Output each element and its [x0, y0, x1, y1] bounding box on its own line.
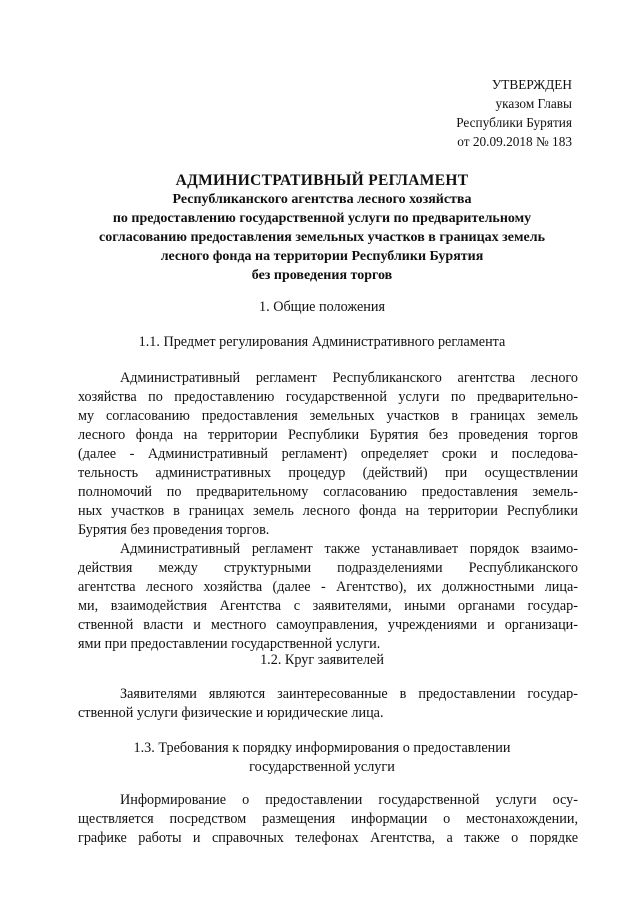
title-line: Республиканского агентства лесного хозяйства	[172, 192, 472, 207]
section-heading-line: государственной услуги	[249, 759, 395, 775]
paragraph-line: ственной власти и местного самоуправления, учреждениями и организаци-	[78, 617, 578, 633]
paragraph-line: Заявителями являются заинтересованные в предоставлении государ-	[120, 686, 578, 702]
title-line: по предоставлению государственной услуги по предварительному	[112, 211, 532, 226]
approval-line-2: указом Главы	[495, 96, 572, 111]
title-line: без проведения торгов	[251, 268, 393, 283]
paragraph-line: ственной услуги физические и юридические лица.	[78, 705, 384, 721]
paragraph-line: полномочий по предварительному согласованию предоставления земель-	[78, 484, 578, 500]
approval-line-4: от 20.09.2018 № 183	[457, 134, 572, 149]
approval-line-1: УТВЕРЖДЕН	[491, 77, 572, 92]
section-heading-line: 1.3. Требования к порядку информирования о предоставлении	[133, 740, 511, 756]
section-heading-1-2: 1.2. Круг заявителей	[260, 652, 384, 668]
paragraph-line: ями при предоставлении государственной услуги.	[78, 636, 381, 652]
section-heading-1-1: 1.1. Предмет регулирования Административного регламента	[138, 334, 506, 350]
paragraph-line: ществляется посредством размещения информации о местонахождении,	[78, 811, 578, 827]
approval-line-3: Республики Бурятия	[456, 115, 572, 130]
paragraph-line: лесного фонда на территории Республики Бурятия без проведения торгов	[78, 427, 578, 443]
paragraph-1	[78, 369, 578, 540]
paragraph-line: ных участков в границах земель лесного фонда на территории Республики	[78, 503, 578, 519]
paragraph-line: хозяйства по предоставлению государственной услуги по предварительно-	[78, 389, 578, 405]
title-line: согласованию предоставления земельных участков в границах земель	[98, 230, 546, 245]
section-heading-1: 1. Общие положения	[259, 299, 385, 315]
paragraph-line: Административный регламент также устанавливает порядок взаимо-	[120, 541, 578, 557]
paragraph-line: агентства лесного хозяйства (далее - Агентство), их должностными лица-	[78, 579, 578, 595]
title-main: АДМИНИСТРАТИВНЫЙ РЕГЛАМЕНТ	[175, 172, 469, 189]
paragraph-3	[78, 685, 578, 723]
paragraph-4	[78, 791, 578, 848]
approval-stamp	[456, 75, 572, 151]
paragraph-2	[78, 540, 578, 654]
title-line: лесного фонда на территории Республики Бурятия	[160, 249, 484, 264]
paragraph-line: му согласованию предоставления земельных участков в границах земель	[78, 408, 578, 424]
paragraph-line: ми, взаимодействия Агентства с заявителями, иными органами государ-	[78, 598, 578, 614]
document-title	[60, 171, 584, 285]
section-heading-1-3	[60, 739, 584, 777]
paragraph-line: (далее - Административный регламент) определяет сроки и последова-	[78, 446, 578, 462]
paragraph-line: Административный регламент Республиканского агентства лесного	[120, 370, 578, 386]
paragraph-line: графике работы и справочных телефонах Агентства, а также о порядке	[78, 830, 578, 846]
paragraph-line: действия между структурными подразделениями Республиканского	[78, 560, 578, 576]
paragraph-line: Бурятия без проведения торгов.	[78, 522, 270, 538]
paragraph-line: тельность административных процедур (действий) при осуществлении	[78, 465, 578, 481]
paragraph-line: Информирование о предоставлении государственной услуги осу-	[120, 792, 578, 808]
